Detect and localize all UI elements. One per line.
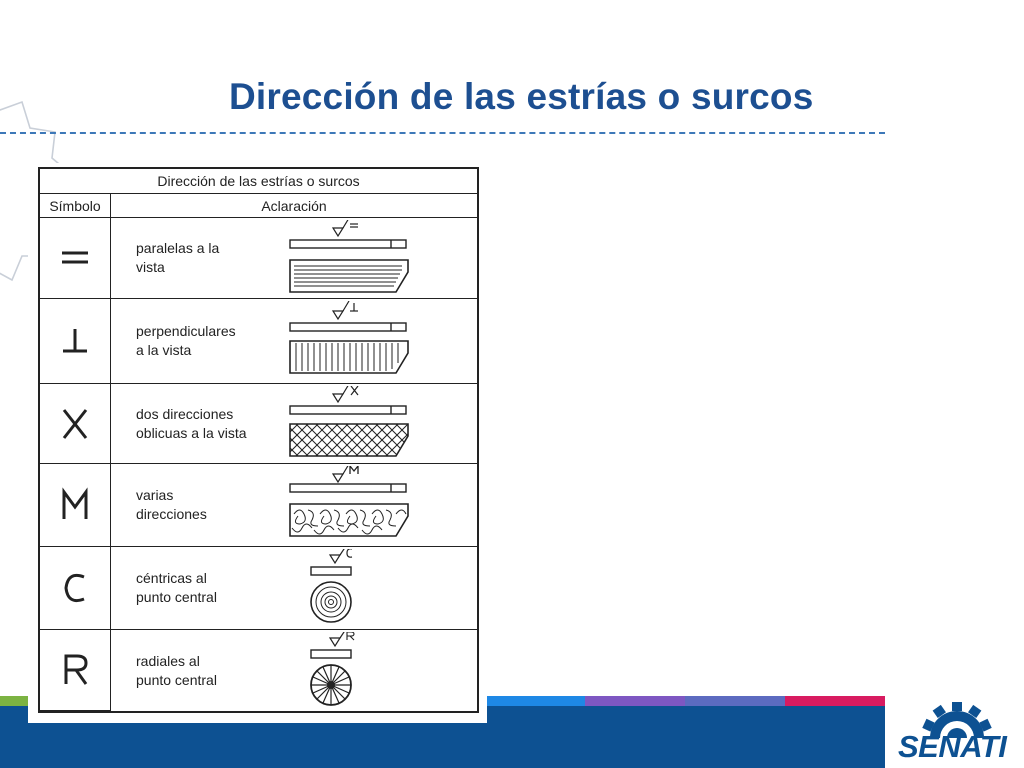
title-divider — [0, 132, 885, 134]
explanation-cell — [111, 299, 477, 384]
description-line: radiales al — [136, 652, 200, 669]
vertical-lines-icon — [286, 301, 416, 377]
symbol-cell — [40, 630, 111, 711]
description-line: punto central — [136, 671, 217, 688]
parallel-lines-icon — [286, 220, 416, 296]
c-letter-icon — [58, 568, 92, 608]
row-description — [136, 299, 236, 383]
symbol-cell — [40, 547, 111, 630]
explanation-cell — [111, 547, 477, 630]
description-line: vista — [136, 259, 165, 275]
row-description — [136, 547, 217, 629]
description-line: paralelas a la — [136, 240, 220, 256]
groove-direction-table — [38, 167, 479, 713]
row-description — [136, 464, 207, 546]
row-description — [136, 218, 219, 298]
symbol-cell — [40, 384, 111, 464]
row-description — [136, 630, 217, 711]
description-line: direcciones — [136, 506, 207, 522]
description-line: dos direcciones — [136, 405, 234, 422]
concentric-circles-icon — [286, 549, 416, 625]
r-letter-icon — [58, 650, 92, 690]
description-line: varias — [136, 487, 174, 503]
symbol-cell — [40, 464, 111, 547]
explanation-cell — [111, 384, 477, 464]
description-line: perpendiculares — [136, 323, 236, 339]
description-line: punto central — [136, 589, 217, 605]
radial-lines-icon — [286, 632, 416, 708]
description-line: céntricas al — [136, 570, 207, 586]
description-line: oblicuas a la vista — [136, 424, 247, 441]
row-description — [136, 384, 247, 463]
column-header-explanation: Aclaración — [111, 194, 477, 218]
equals-icon — [58, 238, 92, 278]
explanation-cell — [111, 218, 477, 299]
strip-segment-magenta — [785, 696, 885, 706]
m-letter-icon — [58, 485, 92, 525]
description-line: a la vista — [136, 342, 192, 358]
strip-segment-purple — [585, 696, 685, 706]
table-header: Dirección de las estrías o surcos — [40, 169, 477, 194]
crosshatch-icon — [286, 386, 416, 462]
x-letter-icon — [58, 404, 92, 444]
perpendicular-icon — [58, 321, 92, 361]
symbol-cell — [40, 218, 111, 299]
multidirectional-icon — [286, 466, 416, 542]
slide-title: Dirección de las estrías o surcos — [229, 76, 814, 117]
explanation-cell — [111, 464, 477, 547]
symbol-cell — [40, 299, 111, 384]
column-header-symbol: Símbolo — [40, 194, 111, 218]
explanation-cell — [111, 630, 477, 711]
strip-segment-indigo — [685, 696, 785, 706]
senati-logo-text: SENATI — [898, 729, 1007, 764]
